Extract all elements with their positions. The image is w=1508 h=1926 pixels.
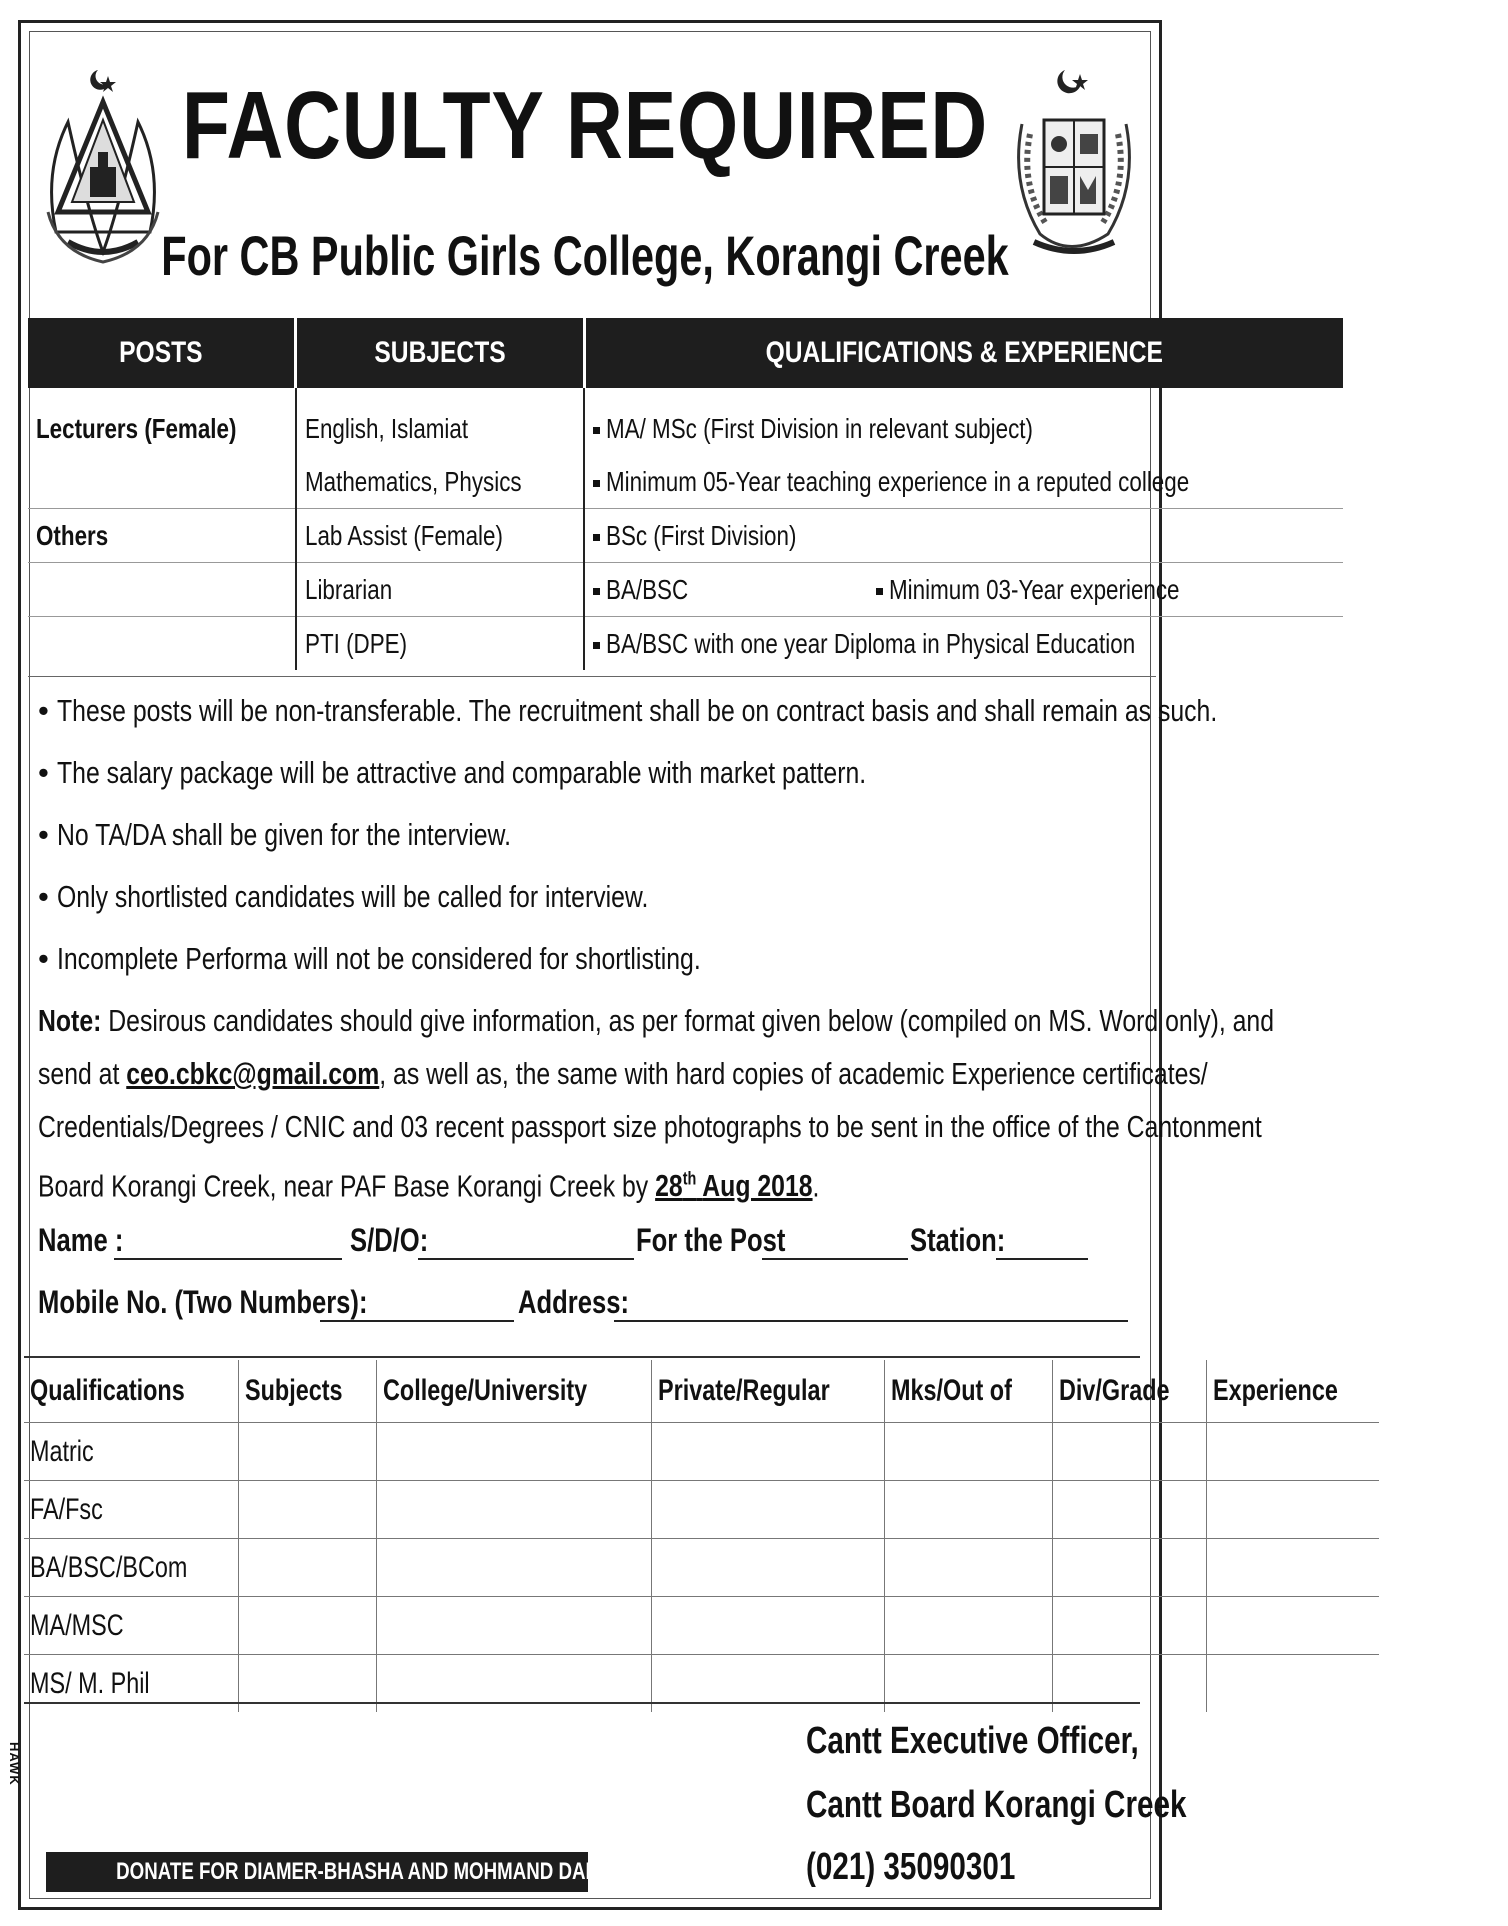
grade-input-cell[interactable] (1052, 1423, 1207, 1481)
bullet-square-icon (876, 588, 883, 595)
address-field[interactable] (614, 1320, 1128, 1322)
post-cell: Others (28, 509, 296, 563)
bullet-square-icon (593, 480, 600, 487)
college-input-cell[interactable] (376, 1423, 651, 1481)
experience-input-cell[interactable] (1207, 1597, 1380, 1655)
posts-table-header-row (28, 318, 1343, 388)
note-line: Note: Desirous candidates should give information, as per format given below (compiled on MS. Word only), and (38, 1003, 1274, 1038)
qualification-cell: BA/BSC/BCom (24, 1539, 238, 1597)
note-label: Note: (38, 1003, 102, 1038)
list-item: • The salary package will be attractive and comparable with market pattern. (38, 755, 867, 790)
subjects-input-cell[interactable] (238, 1481, 376, 1539)
subject-cell: Mathematics, Physics (296, 455, 585, 509)
college-input-cell[interactable] (376, 1481, 651, 1539)
station-field[interactable] (996, 1258, 1088, 1260)
bullet-square-icon (593, 588, 600, 595)
subject-cell: Librarian (296, 563, 585, 617)
table-row (28, 563, 1343, 617)
college-input-cell[interactable] (376, 1539, 651, 1597)
qualification-cell: BSc (First Division) (584, 509, 1343, 563)
note-line: Credentials/Degrees / CNIC and 03 recent passport size photographs to be sent in the office of the Cantonment (38, 1109, 1262, 1144)
college-input-cell[interactable] (376, 1597, 651, 1655)
note-line: Board Korangi Creek, near PAF Base Korangi Creek by 28th Aug 2018. (38, 1168, 820, 1204)
mobile-field-label: Mobile No. (Two Numbers): (38, 1284, 368, 1320)
grade-input-cell[interactable] (1052, 1481, 1207, 1539)
post-cell (28, 617, 296, 671)
bullet-square-icon (593, 427, 600, 434)
sdo-field[interactable] (418, 1258, 634, 1260)
conditions-list (38, 680, 1218, 990)
post-cell (28, 455, 296, 509)
divider (24, 1356, 1140, 1358)
header-posts: POSTS (28, 318, 296, 388)
experience-input-cell[interactable] (1207, 1539, 1380, 1597)
table-row (28, 388, 1343, 455)
page-subtitle: For CB Public Girls College, Korangi Creek (161, 224, 1009, 287)
sdo-field-label: S/D/O: (350, 1222, 429, 1258)
list-item: • Only shortlisted candidates will be called for interview. (38, 879, 649, 914)
list-item: • These posts will be non-transferable. The recruitment shall be on contract basis and shall remain as such. (38, 693, 1218, 728)
subject-cell: Lab Assist (Female) (296, 509, 585, 563)
marks-input-cell[interactable] (884, 1423, 1052, 1481)
qualification-cell: MA/ MSc (First Division in relevant subject) (584, 388, 1343, 455)
name-field[interactable] (114, 1258, 342, 1260)
station-field-label: Station: (910, 1222, 1006, 1258)
mobile-field[interactable] (320, 1320, 514, 1322)
marks-input-cell[interactable] (884, 1539, 1052, 1597)
header-private-regular: Private/Regular (651, 1360, 884, 1423)
header-qualifications: QUALIFICATIONS & EXPERIENCE (584, 318, 1343, 388)
divider (28, 676, 1156, 677)
private-regular-input-cell[interactable] (651, 1481, 884, 1539)
bullet-square-icon (593, 534, 600, 541)
header-subjects: Subjects (238, 1360, 376, 1423)
header-qualifications: Qualifications (24, 1360, 238, 1423)
qualification-cell: FA/Fsc (24, 1481, 238, 1539)
table-row (24, 1597, 1379, 1655)
post-cell (28, 563, 296, 617)
posts-table (28, 318, 1343, 670)
table-row (28, 509, 1343, 563)
marks-input-cell[interactable] (884, 1597, 1052, 1655)
qualification-cell: MA/MSC (24, 1597, 238, 1655)
signatory-title: Cantt Executive Officer, (806, 1720, 1139, 1762)
address-field-label: Address: (518, 1284, 629, 1320)
subjects-input-cell[interactable] (238, 1423, 376, 1481)
list-item: • No TA/DA shall be given for the interview. (38, 817, 512, 852)
experience-input-cell[interactable] (1207, 1481, 1380, 1539)
header-marks: Mks/Out of (884, 1360, 1052, 1423)
grade-input-cell[interactable] (1052, 1597, 1207, 1655)
signatory-office: Cantt Board Korangi Creek (806, 1784, 1187, 1826)
subjects-input-cell[interactable] (238, 1597, 376, 1655)
private-regular-input-cell[interactable] (651, 1423, 884, 1481)
deadline-date: 28th Aug 2018 (655, 1168, 813, 1204)
qualification-cell: BA/BSC with one year Diploma in Physical Education (584, 617, 1343, 671)
subject-cell: English, Islamiat (296, 388, 585, 455)
private-regular-input-cell[interactable] (651, 1597, 884, 1655)
note-line: send at ceo.cbkc@gmail.com, as well as, the same with hard copies of academic Experience certificates/ (38, 1056, 1208, 1091)
qualification-header-row (24, 1360, 1379, 1423)
experience-input-cell[interactable] (1207, 1655, 1380, 1713)
qualification-cell: MS/ M. Phil (24, 1655, 238, 1713)
post-cell: Lecturers (Female) (28, 388, 296, 455)
bullet-square-icon (593, 642, 600, 649)
table-row (28, 455, 1343, 509)
name-field-label: Name : (38, 1222, 124, 1258)
experience-input-cell[interactable] (1207, 1423, 1380, 1481)
qualification-cell: Minimum 05-Year teaching experience in a reputed college (584, 455, 1343, 509)
marks-input-cell[interactable] (884, 1481, 1052, 1539)
table-row (24, 1539, 1379, 1597)
qualification-table (24, 1360, 1379, 1712)
table-row (24, 1481, 1379, 1539)
divider (24, 1702, 1140, 1704)
signatory-phone: (021) 35090301 (806, 1846, 1016, 1888)
page-title: FACULTY REQUIRED (181, 72, 989, 179)
donation-banner: DONATE FOR DIAMER-BHASHA AND MOHMAND DAMS (46, 1852, 588, 1892)
post-field-label: For the Post (636, 1222, 786, 1258)
subjects-input-cell[interactable] (238, 1539, 376, 1597)
email-link[interactable]: ceo.cbkc@gmail.com (126, 1056, 380, 1091)
grade-input-cell[interactable] (1052, 1539, 1207, 1597)
private-regular-input-cell[interactable] (651, 1539, 884, 1597)
note-paragraph (38, 994, 1274, 1212)
table-row (28, 617, 1343, 671)
header-subjects: SUBJECTS (296, 318, 585, 388)
header-grade: Div/Grade (1052, 1360, 1207, 1423)
header-experience: Experience (1207, 1360, 1380, 1423)
qualification-cell: Matric (24, 1423, 238, 1481)
list-item: • Incomplete Performa will not be considered for shortlisting. (38, 941, 702, 976)
post-field[interactable] (762, 1258, 908, 1260)
subject-cell: PTI (DPE) (296, 617, 585, 671)
agency-mark: HAWK (7, 1742, 22, 1786)
header-college: College/University (376, 1360, 651, 1423)
qualification-cell: BA/BSC Minimum 03-Year experience (584, 563, 1343, 617)
table-row (24, 1423, 1379, 1481)
